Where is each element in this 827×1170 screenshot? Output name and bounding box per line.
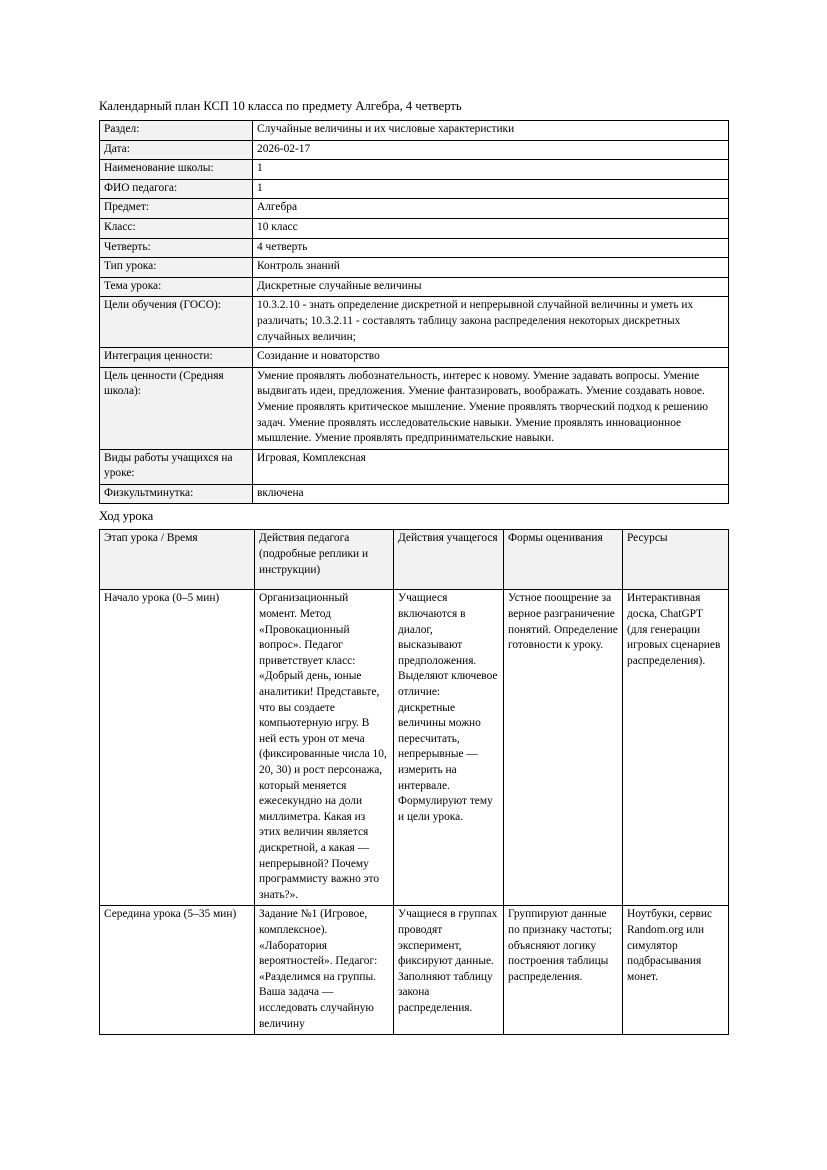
cell-stage: Начало урока (0–5 мин) bbox=[100, 590, 255, 906]
table-row bbox=[100, 238, 729, 258]
info-label: Тема урока: bbox=[100, 277, 253, 297]
info-label: Предмет: bbox=[100, 199, 253, 219]
lesson-flow-body bbox=[100, 590, 729, 1035]
table-row bbox=[100, 484, 729, 504]
info-value: Алгебра bbox=[253, 199, 729, 219]
column-header-student-actions: Действия учащегося bbox=[394, 530, 504, 590]
cell-resources: Ноутбуки, сервис Random.org или симулятор подбрасывания монет. bbox=[623, 906, 729, 1035]
info-value: 2026-02-17 bbox=[253, 140, 729, 160]
lesson-flow-head bbox=[100, 530, 729, 590]
table-row bbox=[100, 160, 729, 180]
table-row bbox=[100, 258, 729, 278]
cell-student-actions: Учащиеся в группах проводят эксперимент, фиксируют данные. Заполняют таблицу закона распределения. bbox=[394, 906, 504, 1035]
table-row bbox=[100, 218, 729, 238]
info-label: Цели обучения (ГОСО): bbox=[100, 297, 253, 348]
cell-student-actions: Учащиеся включаются в диалог, высказывают предположения. Выделяют ключевое отличие: дискретные величины можно пересчитать, непрерывные — измерить на интервале. Формулируют тему и цели урока. bbox=[394, 590, 504, 906]
column-header-teacher-actions: Действия педагога (подробные реплики и инструкции) bbox=[255, 530, 394, 590]
table-row bbox=[100, 449, 729, 484]
info-value: 4 четверть bbox=[253, 238, 729, 258]
table-row bbox=[100, 277, 729, 297]
table-row bbox=[100, 367, 729, 449]
lesson-flow-caption: Ход урока bbox=[99, 509, 154, 524]
column-header-stage: Этап урока / Время bbox=[100, 530, 255, 590]
cell-teacher-actions: Организационный момент. Метод «Провокационный вопрос». Педагог приветствует класс: «Добрый день, юные аналитики! Представьте, что вы создаете компьютерную игру. В ней есть урон от меча (фиксированные числа 10, 20, 30) и рост персонажа, который меняется ежесекундно на доли миллиметра. Какая из этих величин является дискретной, а какая — непрерывной? Почему программисту важно это знать?». bbox=[255, 590, 394, 906]
table-row bbox=[100, 199, 729, 219]
column-header-assessment: Формы оценивания bbox=[504, 530, 623, 590]
info-label: Класс: bbox=[100, 218, 253, 238]
info-label: Физкультминутка: bbox=[100, 484, 253, 504]
cell-resources: Интерактивная доска, ChatGPT (для генерации игровых сценариев распределения). bbox=[623, 590, 729, 906]
info-value: Игровая, Комплексная bbox=[253, 449, 729, 484]
column-header-resources: Ресурсы bbox=[623, 530, 729, 590]
table-row bbox=[100, 906, 729, 1035]
cell-assessment: Устное поощрение за верное разграничение понятий. Определение готовности к уроку. bbox=[504, 590, 623, 906]
table-row bbox=[100, 297, 729, 348]
info-value: Созидание и новаторство bbox=[253, 348, 729, 368]
info-label: Наименование школы: bbox=[100, 160, 253, 180]
info-label: Раздел: bbox=[100, 121, 253, 141]
cell-assessment: Группируют данные по признаку частоты; объясняют логику построения таблицы распределения. bbox=[504, 906, 623, 1035]
info-label: Интеграция ценности: bbox=[100, 348, 253, 368]
table-row bbox=[100, 348, 729, 368]
table-row bbox=[100, 179, 729, 199]
info-label: Виды работы учащихся на уроке: bbox=[100, 449, 253, 484]
info-value: включена bbox=[253, 484, 729, 504]
info-value: Дискретные случайные величины bbox=[253, 277, 729, 297]
page-title: Календарный план КСП 10 класса по предмету Алгебра, 4 четверть bbox=[99, 99, 462, 113]
page-content bbox=[99, 98, 728, 1035]
lesson-info-table bbox=[99, 120, 729, 504]
info-label: Четверть: bbox=[100, 238, 253, 258]
info-value: Умение проявлять любознательность, интерес к новому. Умение задавать вопросы. Умение выдвигать идеи, предложения. Умение фантазировать, воображать. Умение создавать новое. Умение проявлять критическое мышление. Умение проявлять творческий подход к решению задач. Умение проявлять исследовательские навыки. Умение проявлять инновационное мышление. Умение проявлять предпринимательские навыки. bbox=[253, 367, 729, 449]
table-row bbox=[100, 590, 729, 906]
cell-teacher-actions: Задание №1 (Игровое, комплексное). «Лаборатория вероятностей». Педагог: «Разделимся на группы. Ваша задача — исследовать случайную величину bbox=[255, 906, 394, 1035]
info-label: Цель ценности (Средняя школа): bbox=[100, 367, 253, 449]
info-label: ФИО педагога: bbox=[100, 179, 253, 199]
table-header-row bbox=[100, 530, 729, 590]
info-value: 1 bbox=[253, 179, 729, 199]
info-value: 10 класс bbox=[253, 218, 729, 238]
cell-stage: Середина урока (5–35 мин) bbox=[100, 906, 255, 1035]
info-value: Контроль знаний bbox=[253, 258, 729, 278]
lesson-info-body bbox=[100, 121, 729, 504]
info-label: Дата: bbox=[100, 140, 253, 160]
table-row bbox=[100, 140, 729, 160]
table-row bbox=[100, 121, 729, 141]
lesson-flow-table bbox=[99, 529, 729, 1035]
info-label: Тип урока: bbox=[100, 258, 253, 278]
info-value: 1 bbox=[253, 160, 729, 180]
info-value: 10.3.2.10 - знать определение дискретной и непрерывной случайной величины и уметь их различать; 10.3.2.11 - составлять таблицу закона распределения некоторых дискретных случайных величин; bbox=[253, 297, 729, 348]
info-value: Случайные величины и их числовые характеристики bbox=[253, 121, 729, 141]
